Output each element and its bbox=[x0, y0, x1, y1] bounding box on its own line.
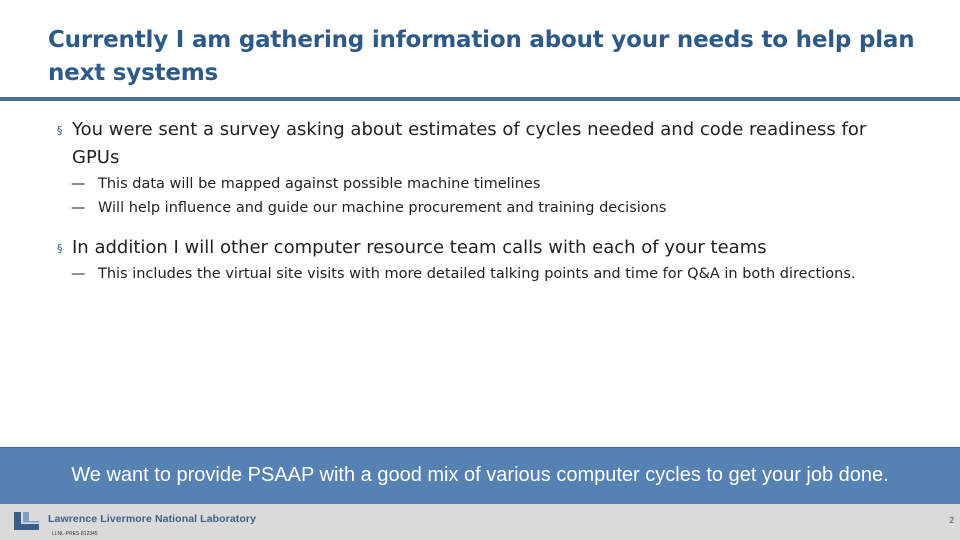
sub-bullet-item bbox=[57, 172, 917, 196]
sub-bullet-item bbox=[57, 196, 917, 220]
release-number: LLNL-PRES-812345 bbox=[52, 531, 98, 537]
bullet-marker-icon: § bbox=[57, 124, 63, 137]
dash-icon: — bbox=[71, 266, 86, 282]
bullet-item bbox=[57, 116, 917, 172]
llnl-logo-icon bbox=[12, 510, 42, 532]
slide-body bbox=[57, 116, 917, 286]
callout-text: We want to provide PSAAP with a good mix of various computer cycles to get your job done. bbox=[71, 464, 889, 486]
sub-bullet-text: Will help influence and guide our machine procurement and training decisions bbox=[98, 200, 667, 216]
sub-bullet-item bbox=[57, 262, 917, 286]
bullet-text: You were sent a survey asking about estimates of cycles needed and code readiness for GPUs bbox=[72, 119, 867, 168]
dash-icon: — bbox=[71, 200, 86, 216]
footer-bar bbox=[0, 504, 960, 540]
bullet-text: In addition I will other computer resource team calls with each of your teams bbox=[72, 237, 767, 258]
callout-banner bbox=[0, 447, 960, 505]
dash-icon: — bbox=[71, 176, 86, 192]
sub-bullet-text: This includes the virtual site visits with more detailed talking points and time for Q&A in both directions. bbox=[98, 266, 856, 282]
page-number: 2 bbox=[949, 516, 954, 525]
lab-name: Lawrence Livermore National Laboratory bbox=[48, 513, 257, 525]
bullet-marker-icon: § bbox=[57, 242, 63, 255]
slide-title: Currently I am gathering information about your needs to help plan next systems bbox=[48, 27, 915, 86]
sub-bullet-text: This data will be mapped against possible machine timelines bbox=[98, 176, 541, 192]
title-divider bbox=[0, 97, 960, 101]
bullet-item bbox=[57, 234, 917, 262]
